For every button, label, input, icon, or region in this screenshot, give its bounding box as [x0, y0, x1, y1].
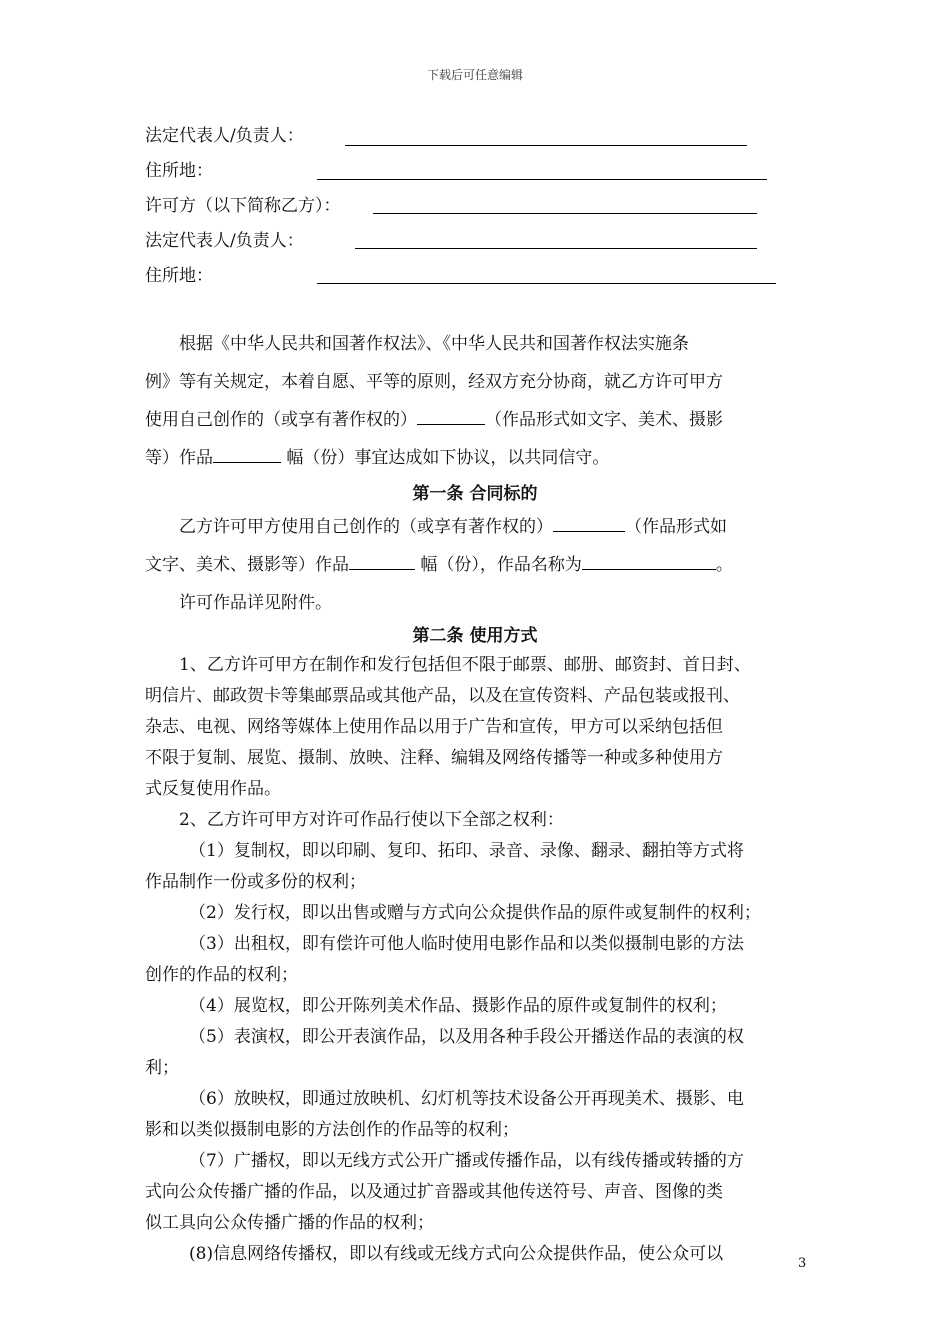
address-label-1: 住所地：: [145, 161, 213, 181]
licensor-blank: [373, 213, 757, 214]
right-item: （6）放映权，即通过放映机、幻灯机等技术设备公开再现美术、摄影、电: [189, 1089, 744, 1109]
article-line: 乙方许可甲方使用自己创作的（或享有著作权的） （作品形式如: [145, 508, 815, 546]
article-line: 不限于复制、展览、摄制、放映、注释、编辑及网络传播等一种或多种使用方: [145, 748, 723, 768]
article-line: 文字、美术、摄影等）作品 幅（份），作品名称为 。: [145, 546, 815, 584]
legal-rep-label-2: 法定代表人/负责人：: [145, 231, 304, 251]
right-item: 式向公众传播广播的作品，以及通过扩音器或其他传送符号、声音、图像的类: [145, 1182, 723, 1202]
article-1-title: 第一条 合同标的: [412, 484, 538, 504]
right-item: （2）发行权，即以出售或赠与方式向公众提供作品的原件或复制件的权利；: [189, 903, 761, 923]
legal-rep-blank-1: [345, 145, 747, 146]
article-line: 明信片、邮政贺卡等集邮票品或其他产品，以及在宣传资料、产品包装或报刊、: [145, 686, 740, 706]
right-item: 影和以类似摄制电影的方法创作的作品等的权利；: [145, 1120, 519, 1140]
right-item: （3）出租权，即有偿许可他人临时使用电影作品和以类似摄制电影的方法: [189, 934, 744, 954]
count-blank: [349, 551, 415, 570]
article-line: 2、乙方许可甲方对许可作品行使以下全部之权利：: [179, 810, 564, 830]
right-item: 利；: [145, 1058, 179, 1078]
article-line: 1、乙方许可甲方在制作和发行包括但不限于邮票、邮册、邮资封、首日封、: [179, 655, 751, 675]
article-1-body: [145, 508, 815, 622]
article-2-body: [145, 650, 815, 1270]
page-number: 3: [798, 1256, 807, 1271]
intro-line: 使用自己创作的（或享有著作权的） （作品形式如文字、美术、摄影: [145, 401, 815, 439]
right-item: （7）广播权，即以无线方式公开广播或传播作品，以有线传播或转播的方: [189, 1151, 744, 1171]
address-blank-1: [317, 179, 767, 180]
title-blank: [582, 551, 716, 570]
right-item: (8)信息网络传播权，即以有线或无线方式向公众提供作品，使公众可以: [189, 1244, 724, 1264]
address-label-2: 住所地：: [145, 266, 213, 286]
page-header: 下载后可任意编辑: [426, 68, 523, 82]
right-item: （4）展览权，即公开陈列美术作品、摄影作品的原件或复制件的权利；: [189, 996, 727, 1016]
address-blank-2: [317, 283, 776, 284]
article-line: 式反复使用作品。: [145, 779, 281, 799]
intro-line: 等）作品 幅（份）事宜达成如下协议，以共同信守。: [145, 439, 815, 477]
licensor-label: 许可方（以下简称乙方）：: [145, 196, 341, 216]
right-item: （1）复制权，即以印刷、复印、拓印、录音、录像、翻录、翻拍等方式将: [189, 841, 744, 861]
article-line: 杂志、电视、网络等媒体上使用作品以用于广告和宣传，甲方可以采纳包括但: [145, 717, 723, 737]
right-item: 似工具向公众传播广播的作品的权利；: [145, 1213, 434, 1233]
intro-line: 例》等有关规定，本着自愿、平等的原则，经双方充分协商，就乙方许可甲方: [145, 372, 723, 392]
form-blank: [553, 513, 625, 532]
right-item: 创作的作品的权利；: [145, 965, 298, 985]
intro-line: 根据《中华人民共和国著作权法》、《中华人民共和国著作权法实施条: [179, 334, 689, 354]
legal-rep-blank-2: [355, 248, 757, 249]
intro-paragraph: [145, 325, 815, 477]
form-blank: [417, 406, 485, 425]
article-line: 许可作品详见附件。: [179, 593, 332, 613]
right-item: （5）表演权，即公开表演作品，以及用各种手段公开播送作品的表演的权: [189, 1027, 744, 1047]
right-item: 作品制作一份或多份的权利；: [145, 872, 366, 892]
legal-rep-label-1: 法定代表人/负责人：: [145, 126, 304, 146]
count-blank: [213, 444, 281, 463]
article-2-title: 第二条 使用方式: [412, 626, 538, 646]
